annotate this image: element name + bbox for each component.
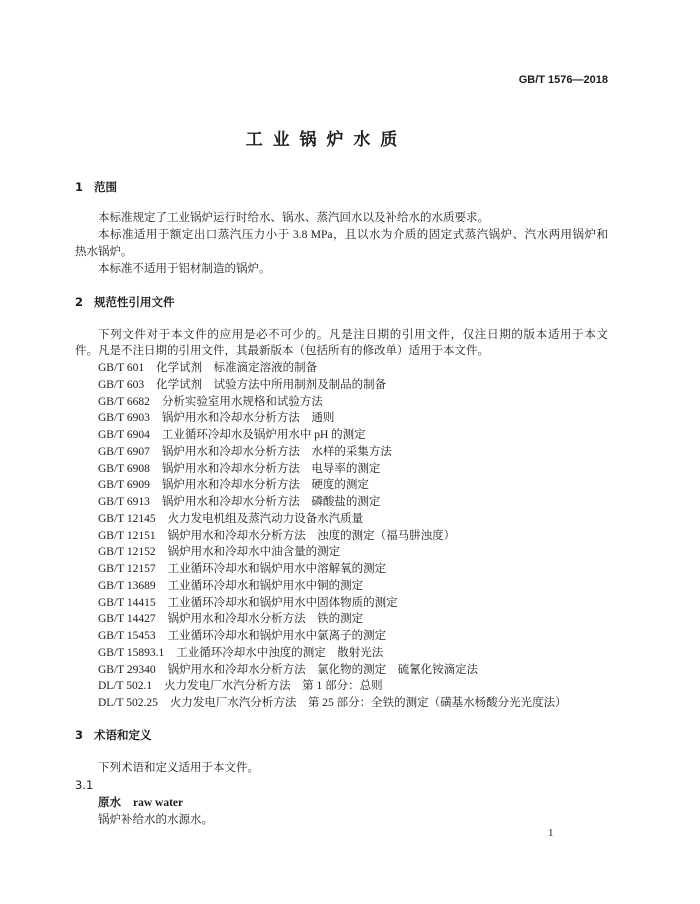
reference-title: 火力发电机组及蒸汽动力设备水汽质量 <box>167 512 364 525</box>
reference-code: GB/T 12157 <box>98 563 156 576</box>
reference-item <box>75 695 608 712</box>
reference-item <box>75 662 608 679</box>
reference-title: 锅炉用水和冷却水分析方法 电导率的测定 <box>161 462 381 475</box>
reference-title: 化学试剂 标准滴定溶液的制备 <box>156 362 318 375</box>
reference-code: GB/T 601 <box>98 362 145 375</box>
term-entry <box>75 777 608 829</box>
reference-item <box>75 645 608 662</box>
reference-code: DL/T 502.25 <box>98 697 158 710</box>
reference-item <box>75 678 608 695</box>
reference-code: GB/T 12151 <box>98 529 156 542</box>
reference-item <box>75 377 608 394</box>
reference-code: GB/T 6908 <box>98 462 150 475</box>
reference-title: 锅炉用水和冷却水分析方法 铁的测定 <box>167 613 364 626</box>
reference-title: 锅炉用水和冷却水分析方法 氯化物的测定 硫氰化铵滴定法 <box>167 663 479 676</box>
reference-title: 工业循环冷却水和锅炉用水中铜的测定 <box>167 579 364 592</box>
reference-item <box>75 561 608 578</box>
section-number: 2 <box>75 295 84 309</box>
paragraph-line: 下列文件对于本文件的应用是必不可少的。凡是注日期的引用文件，仅注日期的版本适用于本文 <box>98 328 608 341</box>
paragraph-line: 下列术语和定义适用于本文件。 <box>98 761 259 774</box>
reference-code: GB/T 15453 <box>98 630 156 643</box>
reference-code: GB/T 6682 <box>98 395 150 408</box>
reference-item <box>75 394 608 411</box>
reference-item <box>75 611 608 628</box>
section-heading-scope <box>75 179 117 195</box>
reference-item <box>75 360 608 377</box>
reference-title: 锅炉用水和冷却水分析方法 水样的采集方法 <box>161 445 392 458</box>
reference-item <box>75 528 608 545</box>
normative-references-body <box>75 327 608 712</box>
terms-body <box>75 760 608 829</box>
scope-body <box>75 210 608 278</box>
section-number: 1 <box>75 180 84 194</box>
standard-code: GB/T 1576—2018 <box>518 74 608 86</box>
reference-code: GB/T 6907 <box>98 445 150 458</box>
reference-title: 化学试剂 试验方法中所用制剂及制品的制备 <box>156 378 387 391</box>
reference-title: 工业循环冷却水及锅炉用水中 pH 的测定 <box>161 429 366 442</box>
reference-title: 工业循环冷却水和锅炉用水中固体物质的测定 <box>167 596 398 609</box>
paragraph-line: 件。凡是不注日期的引用文件，其最新版本（包括所有的修改单）适用于本文件。 <box>75 345 489 358</box>
reference-code: GB/T 14427 <box>98 613 156 626</box>
reference-item <box>75 628 608 645</box>
term-name-zh: 原水 <box>98 794 121 809</box>
reference-item <box>75 461 608 478</box>
paragraph-line: 热水锅炉。 <box>75 245 133 258</box>
reference-item <box>75 494 608 511</box>
reference-code: GB/T 6909 <box>98 479 150 492</box>
reference-code: DL/T 502.1 <box>98 680 153 693</box>
paragraph-line: 本标准不适用于铝材制造的锅炉。 <box>98 262 271 275</box>
reference-item <box>75 444 608 461</box>
reference-item <box>75 595 608 612</box>
reference-code: GB/T 12152 <box>98 546 156 559</box>
term-name-en: raw water <box>133 796 184 809</box>
reference-code: GB/T 29340 <box>98 663 156 676</box>
reference-title: 锅炉用水和冷却水分析方法 通则 <box>161 412 335 425</box>
term-definition: 锅炉补给水的水源水。 <box>98 813 213 826</box>
section-heading-terms <box>75 727 152 743</box>
paragraph-line: 本标准规定了工业锅炉运行时给水、锅水、蒸汽回水以及补给水的水质要求。 <box>98 211 489 224</box>
reference-code: GB/T 603 <box>98 378 145 391</box>
reference-code: GB/T 14415 <box>98 596 156 609</box>
section-title: 术语和定义 <box>94 728 152 742</box>
reference-title: 锅炉用水和冷却水分析方法 浊度的测定（福马肼浊度） <box>167 529 456 542</box>
section-heading-normative-references <box>75 294 175 310</box>
reference-title: 锅炉用水和冷却水中油含量的测定 <box>167 546 341 559</box>
term-name <box>75 794 608 812</box>
reference-title: 分析实验室用水规格和试验方法 <box>161 395 323 408</box>
paragraph-line: 本标准适用于额定出口蒸汽压力小于 3.8 MPa，且以水为介质的固定式蒸汽锅炉、汽水两用锅炉和 <box>98 228 608 241</box>
reference-item <box>75 511 608 528</box>
normative-references-list <box>75 360 608 712</box>
document-title: 工 业 锅 炉 水 质 <box>245 130 400 150</box>
term-number: 3.1 <box>75 777 94 792</box>
reference-item <box>75 477 608 494</box>
section-title: 范围 <box>94 180 118 194</box>
reference-item <box>75 544 608 561</box>
reference-item <box>75 427 608 444</box>
reference-title: 火力发电厂水汽分析方法 第 25 部分：全铁的测定（磺基水杨酸分光光度法） <box>169 697 567 710</box>
reference-code: GB/T 6913 <box>98 496 150 509</box>
reference-title: 锅炉用水和冷却水分析方法 磷酸盐的测定 <box>161 496 381 509</box>
reference-code: GB/T 13689 <box>98 579 156 592</box>
section-number: 3 <box>75 728 84 742</box>
reference-code: GB/T 6904 <box>98 429 150 442</box>
reference-title: 工业循环冷却水和锅炉用水中溶解氧的测定 <box>167 563 387 576</box>
reference-code: GB/T 15893.1 <box>98 646 165 659</box>
reference-title: 火力发电厂水汽分析方法 第 1 部分：总则 <box>164 680 383 693</box>
reference-code: GB/T 6903 <box>98 412 150 425</box>
reference-title: 工业循环冷却水和锅炉用水中氯离子的测定 <box>167 630 387 643</box>
page-number: 1 <box>548 827 554 839</box>
reference-item <box>75 578 608 595</box>
reference-item <box>75 410 608 427</box>
section-title: 规范性引用文件 <box>94 295 175 309</box>
reference-title: 锅炉用水和冷却水分析方法 硬度的测定 <box>161 479 369 492</box>
reference-code: GB/T 12145 <box>98 512 156 525</box>
reference-title: 工业循环冷却水中浊度的测定 散射光法 <box>176 646 384 659</box>
